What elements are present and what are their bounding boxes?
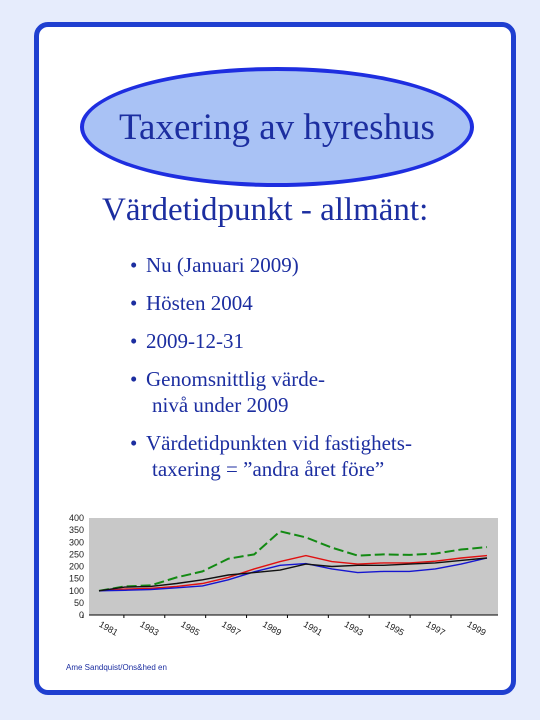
y-tick-label: 50 — [73, 597, 84, 608]
source-credit: Ame Sandquist/Ons&hed en — [66, 663, 167, 672]
chart — [47, 512, 504, 654]
bullet-item — [130, 430, 412, 482]
x-tick-label: 1989 — [260, 619, 284, 638]
bullet-item — [130, 252, 412, 278]
bullet-text: Hösten 2004 — [146, 291, 253, 315]
bullet-item — [130, 290, 412, 316]
x-tick-label: 1995 — [383, 619, 406, 638]
x-tick-label: 1993 — [342, 619, 366, 638]
line-chart-svg — [47, 512, 504, 654]
y-tick-label: 250 — [68, 549, 84, 560]
y-tick-label: 300 — [68, 537, 84, 548]
bullet-text-continued: nivå under 2009 — [152, 393, 289, 417]
bullet-item — [130, 328, 412, 354]
y-tick-label: 400 — [68, 513, 84, 523]
y-tick-label: 0 — [78, 610, 84, 620]
bullet-list — [130, 252, 412, 494]
x-tick-label: 1981 — [97, 619, 120, 638]
bullet-text: Genomsnittlig värde- — [146, 367, 326, 391]
x-tick-label: 1999 — [465, 619, 488, 638]
y-tick-label: 100 — [68, 585, 84, 596]
x-tick-label: 1987 — [219, 619, 243, 638]
bullet-item — [130, 366, 412, 418]
x-tick-label: 1985 — [179, 619, 202, 638]
bullet-text: Värdetidpunkten vid fastighets- — [146, 431, 412, 455]
y-tick-label: 200 — [68, 561, 84, 572]
y-tick-label: 150 — [68, 573, 84, 584]
title-oval — [80, 67, 474, 187]
x-tick-label: 1983 — [138, 619, 161, 638]
bullet-text-continued: taxering = ”andra året före” — [152, 457, 385, 481]
x-tick-label: 1991 — [301, 619, 325, 638]
bullet-text: 2009-12-31 — [146, 329, 244, 353]
slide-subtitle: Värdetidpunkt - allmänt: — [102, 192, 429, 228]
slide-title: Taxering av hyreshus — [119, 106, 435, 148]
x-tick-label: 1997 — [424, 619, 447, 638]
bullet-text: Nu (Januari 2009) — [146, 253, 299, 277]
y-tick-label: 350 — [68, 525, 84, 536]
